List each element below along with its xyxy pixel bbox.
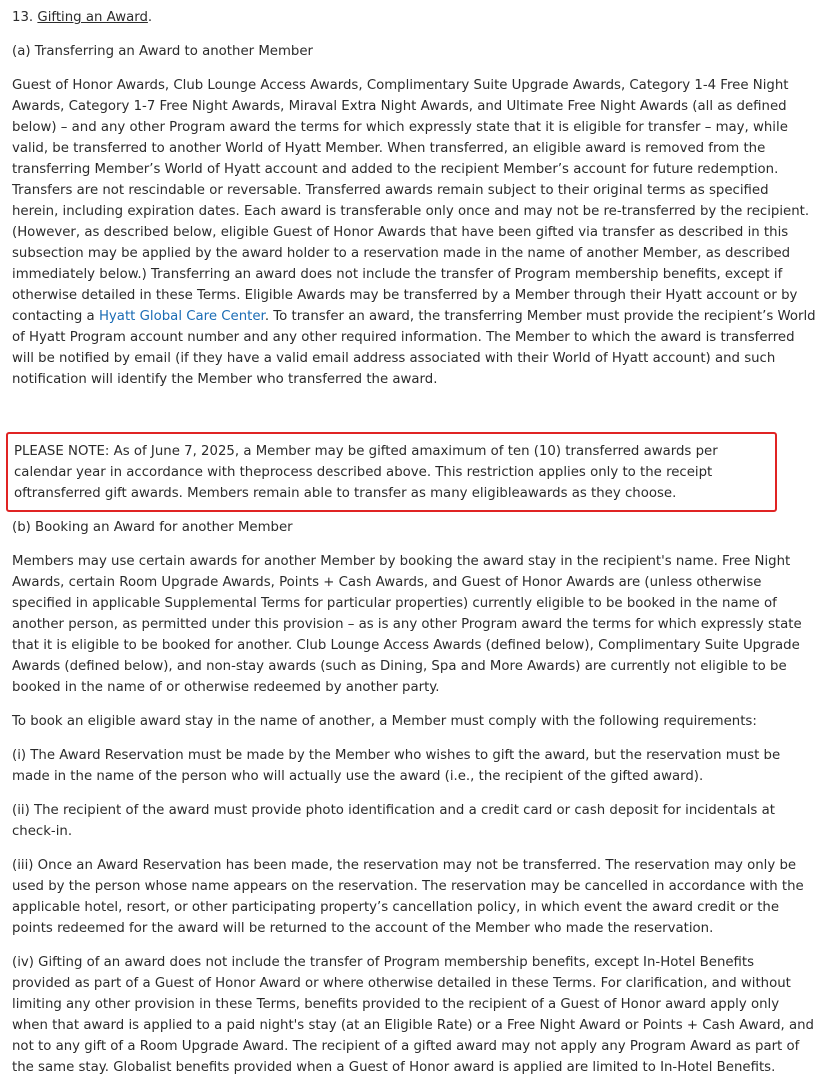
requirement-item-ii: (ii) The recipient of the award must provide photo identification and a credit card or cash deposit for incidentals at check-in. <box>12 803 775 839</box>
paragraph-text-after-link: . To transfer an award, the transferring Member must provide the recipient’s World of Hyatt Program account number and any other required information. The Member to which the award is transferred will be notified by email (if they have a valid email address associated with their World of Hyatt account) and such notification will identify the Member who transferred the award. <box>12 309 816 387</box>
section-title-suffix: . <box>147 10 153 25</box>
requirement-item-i: (i) The Award Reservation must be made by the Member who wishes to gift the award, but the reservation must be made in the name of the person who will actually use the award (i.e., the recipient of the gifted award). <box>12 748 781 784</box>
please-note-callout <box>6 432 777 512</box>
please-note-text: PLEASE NOTE: As of June 7, 2025, a Member may be gifted amaximum of ten (10) transferred awards per calendar year in accordance with theprocess described above. This restriction applies only to the receipt oftransferred gift awards. Members remain able to transfer as many eligibleawards as they choose. <box>14 444 718 501</box>
subsection-b-heading: (b) Booking an Award for another Member <box>12 520 293 535</box>
requirement-item-iii: (iii) Once an Award Reservation has been made, the reservation may not be transferred. The reservation may only be used by the person whose name appears on the reservation. The reservation may be cancelled in accordance with the applicable hotel, resort, or other participating property’s cancellation policy, in which event the award credit or the points redeemed for the award will be returned to the account of the Member who made the reservation. <box>12 858 804 936</box>
subsection-a-paragraph <box>12 75 816 390</box>
subsection-b-paragraph-2: To book an eligible award stay in the name of another, a Member must comply with the following requirements: <box>12 714 757 729</box>
subsection-a-heading: (a) Transferring an Award to another Member <box>12 44 314 59</box>
subsection-b-paragraph-1: Members may use certain awards for another Member by booking the award stay in the recipient's name. Free Night Awards, certain Room Upgrade Awards, Points + Cash Awards, and Guest of Honor Awards are (unless otherwise specified in applicable Supplemental Terms for particular properties) currently eligible to be booked in the name of another person, as permitted under this provision – as is any other Program award the terms for which expressly state that it is eligible to be booked for another. Club Lounge Access Awards (defined below), Complimentary Suite Upgrade Awards (defined below), and non-stay awards (such as Dining, Spa and More Awards) are currently not eligible to be booked in the name of or otherwise redeemed by another party. <box>12 554 802 695</box>
section-number: 13. <box>12 10 34 25</box>
hyatt-global-care-center-link[interactable]: Hyatt Global Care Center <box>98 309 265 324</box>
requirement-item-iv: (iv) Gifting of an award does not include the transfer of Program membership benefits, except In-Hotel Benefits provided as part of a Guest of Honor Award or where otherwise detailed in these Terms. For clarification, and without limiting any other provision in these Terms, benefits provided to the recipient of a Guest of Honor award apply only when that award is applied to a paid night's stay (at an Eligible Rate) or a Free Night Award or Points + Cash Award, and not to any gift of a Room Upgrade Award. The recipient of a gifted award may not apply any Program Award as part of the same stay. Globalist benefits provided when a Guest of Honor award is applied are limited to In-Hotel Benefits. <box>12 955 814 1075</box>
section-title: Gifting an Award <box>37 10 148 25</box>
paragraph-text-before-link: Guest of Honor Awards, Club Lounge Access Awards, Complimentary Suite Upgrade Awards, Category 1-4 Free Night Awards, Category 1-7 Free Night Awards, Miraval Extra Night Awards, and Ultimate Free Night Awards (all as defined below) – and any other Program award the terms for which expressly state that it is eligible for transfer – may, while valid, be transferred to another World of Hyatt Member. When transferred, an eligible award is removed from the transferring Member’s World of Hyatt account and added to the recipient Member’s account for future redemption. Transfers are not rescindable or reversable. Transferred awards remain subject to their original terms as specified herein, including expiration dates. Each award is transferable only once and may not be re-transferred by the recipient. (However, as described below, eligible Guest of Honor Awards that have been gifted via transfer as described in this subsection may be applied by the award holder to a reservation made in the name of another Member, as described immediately below.) Transferring an award does not include the transfer of Program membership benefits, except if otherwise detailed in these Terms. Eligible Awards may be transferred by a Member through their Hyatt account or by contacting a <box>12 78 810 324</box>
section-heading <box>12 7 816 28</box>
